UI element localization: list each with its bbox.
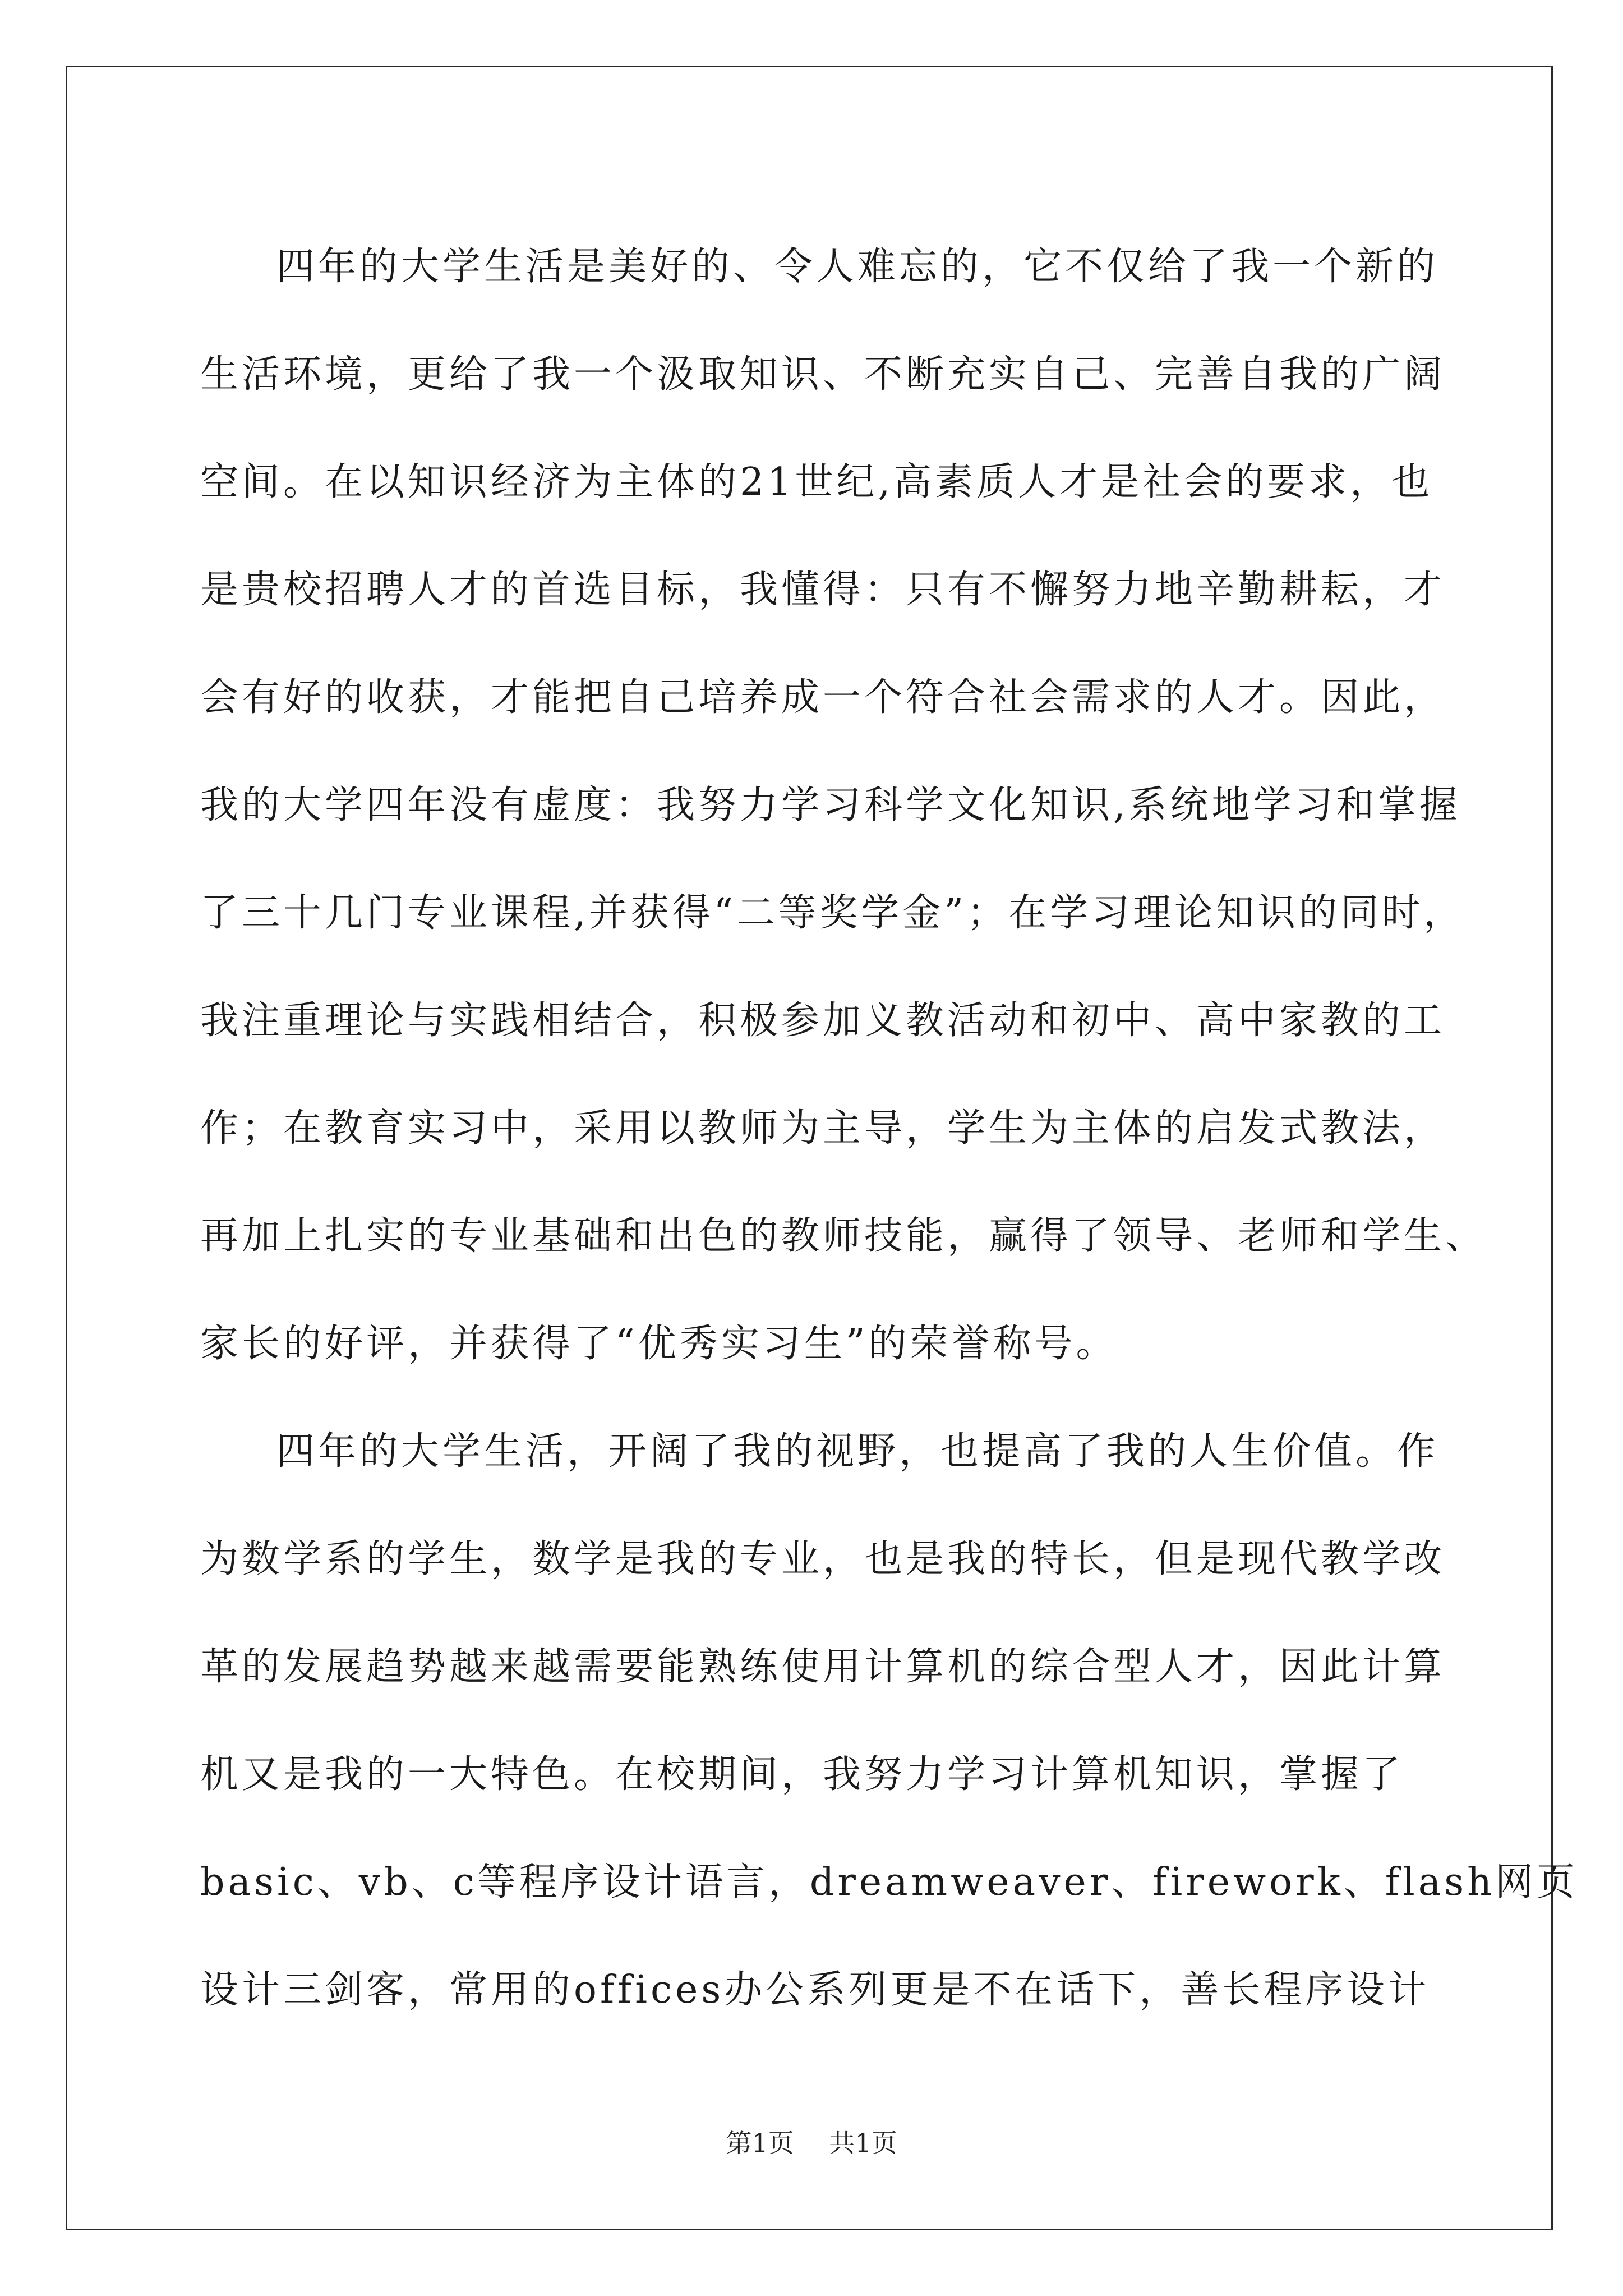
text-line: 会有好的收获，才能把自己培养成一个符合社会需求的人才。因此，: [200, 675, 1446, 720]
page-footer: [0, 2126, 1623, 2160]
text-line: 了三十几门专业课程,并获得“二等奖学金”；在学习理论知识的同时，: [200, 891, 1465, 935]
text-line: 四年的大学生活是美好的、令人难忘的，它不仅给了我一个新的: [276, 245, 1439, 289]
text-line: 作；在教育实习中，采用以教师为主导，学生为主体的启发式教法，: [200, 1106, 1446, 1151]
text-line: 革的发展趋势越来越需要能熟练使用计算机的综合型人才，因此计算: [200, 1645, 1446, 1689]
document-body: [200, 213, 1578, 2044]
text-line: 四年的大学生活，开阔了我的视野，也提高了我的人生价值。作: [276, 1429, 1439, 1474]
text-line: 我的大学四年没有虚度：我努力学习科学文化知识,系统地学习和掌握: [200, 783, 1461, 827]
text-line: 空间。在以知识经济为主体的21世纪,高素质人才是社会的要求，也: [200, 460, 1433, 504]
text-line: 设计三剑客，常用的offices办公系列更是不在话下，善长程序设计: [200, 1968, 1430, 2012]
text-line: 机又是我的一大特色。在校期间，我努力学习计算机知识，掌握了: [200, 1752, 1404, 1797]
text-line: 生活环境，更给了我一个汲取知识、不断充实自己、完善自我的广阔: [200, 352, 1446, 397]
text-line: basic、vb、c等程序设计语言，dreamweaver、firework、flash网页: [200, 1860, 1578, 1904]
text-line: 是贵校招聘人才的首选目标，我懂得：只有不懈努力地辛勤耕耘，才: [200, 568, 1446, 612]
page-number-total: 共1页: [829, 2128, 897, 2158]
text-line: 家长的好评，并获得了“优秀实习生”的荣誉称号。: [200, 1322, 1118, 1366]
text-line: 为数学系的学生，数学是我的专业，也是我的特长，但是现代教学改: [200, 1537, 1446, 1581]
text-line: 再加上扎实的专业基础和出色的教师技能，赢得了领导、老师和学生、: [200, 1214, 1487, 1258]
page-number-current: 第1页: [726, 2128, 794, 2158]
text-line: 我注重理论与实践相结合，积极参加义教活动和初中、高中家教的工: [200, 999, 1446, 1043]
